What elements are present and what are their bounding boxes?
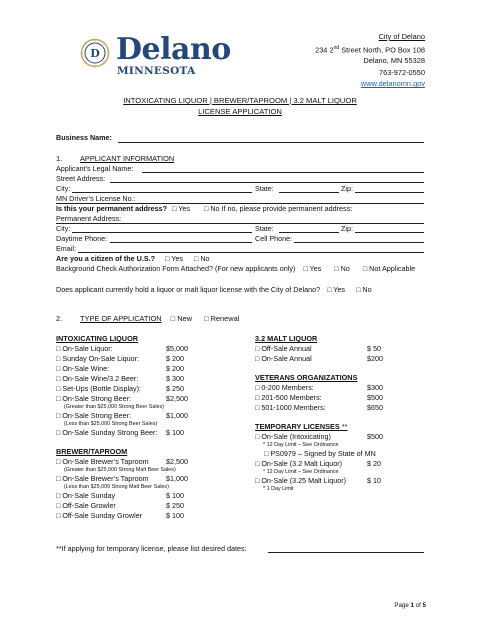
item-price: $ 100: [166, 428, 184, 437]
malt-liquor-list: [255, 344, 435, 364]
item-price: $ 300: [166, 374, 184, 383]
temporary-licenses-title: TEMPORARY LICENSES **: [255, 422, 348, 431]
temporary-item[interactable]: [255, 432, 435, 442]
brewer-taproom-title: BREWER/TAPROOM: [56, 447, 128, 456]
zip-label: Zip:: [341, 184, 353, 193]
delano-emblem-icon: [80, 38, 110, 68]
street-address-label: Street Address:: [56, 174, 106, 183]
item-price: $2,500: [166, 394, 188, 403]
brewer-taproom-list: [56, 457, 236, 521]
permanent-address-label: Permanent Address:: [56, 214, 122, 223]
checkbox[interactable]: □: [56, 384, 61, 393]
checkbox[interactable]: □: [255, 403, 260, 412]
temporary-item[interactable]: [255, 449, 435, 459]
item-label: On-Sale Brewer’s Taproom: [62, 457, 149, 466]
checkbox[interactable]: □: [56, 411, 61, 420]
perm-no-checkbox[interactable]: □: [204, 204, 209, 213]
item-note: (Less than $25,000 Strong Malt Beer Sales): [64, 484, 169, 490]
intoxicating-liquor-list: [56, 344, 236, 438]
malt-liquor-title: 3.2 MALT LIQUOR: [255, 334, 318, 343]
cl-no-checkbox[interactable]: □: [356, 285, 361, 294]
section2-heading: 2. TYPE OF APPLICATION □ New □ Renewal: [56, 314, 240, 323]
current-license-question: Does applicant currently hold a liquor or malt liquor license with the City of Delano? □ Yes □ No: [56, 285, 372, 294]
perm-yes-checkbox[interactable]: □: [172, 204, 177, 213]
item-label: On-Sale (3.2 Malt Liquor): [261, 459, 343, 468]
business-name-label: Business Name:: [56, 133, 112, 142]
veterans-item[interactable]: [255, 403, 435, 413]
background-check-question: Background Check Authorization Form Attached? (For new applicants only) □ Yes □ No □ Not Applicable: [56, 264, 416, 273]
intoxicating-liquor-title: INTOXICATING LIQUOR: [56, 334, 139, 343]
item-price: $1,000: [166, 474, 188, 483]
intox-item[interactable]: [56, 394, 236, 404]
item-label: On-Sale Sunday Strong Beer:: [62, 428, 158, 437]
temporary-dates-field[interactable]: [268, 552, 424, 553]
city-contact-block: [315, 31, 425, 90]
temporary-item[interactable]: [255, 459, 435, 469]
item-label: Off-Sale Sunday Growler: [62, 511, 143, 520]
checkbox[interactable]: □: [255, 432, 260, 441]
legal-name-field[interactable]: [142, 172, 424, 173]
item-label: On-Sale Wine:: [62, 364, 110, 373]
checkbox[interactable]: □: [56, 428, 61, 437]
license-types-right-column: [255, 334, 435, 493]
item-note: * 12 Day Limit – See Ordinance: [263, 469, 339, 475]
new-checkbox[interactable]: □: [170, 314, 176, 323]
cell-phone-field[interactable]: [294, 242, 424, 243]
item-price: $1,000: [166, 411, 188, 420]
item-price: $200: [367, 354, 383, 363]
temporary-licenses-list: [255, 432, 435, 492]
brewer-item[interactable]: [56, 511, 236, 521]
item-price: $500: [367, 432, 383, 441]
item-label: PS0979 – Signed by State of MN: [270, 449, 376, 458]
item-label: On-Sale (Intoxicating): [261, 432, 331, 441]
item-label: On-Sale Wine/3.2 Beer:: [62, 374, 139, 383]
veterans-item[interactable]: [255, 383, 435, 393]
document-title-line1: INTOXICATING LIQUOR | BREWER/TAPROOM | 3.2 MALT LIQUOR: [123, 96, 357, 105]
city2-field[interactable]: [72, 232, 252, 233]
logo-wordmark: Delano: [116, 32, 231, 67]
checkbox[interactable]: □: [56, 364, 61, 373]
item-label: On-Sale Strong Beer:: [62, 411, 132, 420]
item-price: $ 250: [166, 384, 184, 393]
checkbox[interactable]: □: [264, 449, 269, 458]
checkbox[interactable]: □: [255, 354, 260, 363]
checkbox[interactable]: □: [56, 394, 61, 403]
document-title-line2: LICENSE APPLICATION: [198, 107, 282, 116]
temporary-dates-footnote: **If applying for temporary license, please list desired dates:: [56, 544, 247, 553]
item-label: 201-500 Members:: [261, 393, 322, 402]
checkbox[interactable]: □: [56, 457, 61, 466]
item-note: * 12 Day Limit – See Ordinance: [263, 442, 339, 448]
item-price: $ 200: [166, 354, 184, 363]
phone-number: 763-972-0550: [378, 67, 425, 77]
daytime-phone-field[interactable]: [110, 242, 252, 243]
bg-yes-checkbox[interactable]: □: [303, 264, 308, 273]
item-label: On-Sale (3.25 Malt Liquor): [261, 476, 347, 485]
logo-state: MINNESOTA: [117, 65, 196, 77]
item-price: $ 100: [166, 511, 184, 520]
daytime-phone-label: Daytime Phone:: [56, 234, 108, 243]
street-address: 234 2nd Street North, PO Box 108: [315, 44, 425, 54]
checkbox[interactable]: □: [255, 393, 260, 402]
checkbox[interactable]: □: [255, 459, 260, 468]
checkbox[interactable]: □: [255, 476, 260, 485]
item-label: On-Sale Liquor:: [62, 344, 113, 353]
veterans-item[interactable]: [255, 393, 435, 403]
legal-name-label: Applicant’s Legal Name:: [56, 164, 134, 173]
cell-phone-label: Cell Phone:: [255, 234, 293, 243]
city-state-zip: Delano, MN 55328: [363, 56, 425, 66]
item-price: $500: [367, 393, 383, 402]
checkbox[interactable]: □: [56, 511, 61, 520]
citizen-question: Are you a citizen of the U.S.? □ Yes □ No: [56, 254, 210, 263]
item-price: $ 200: [166, 364, 184, 373]
citizen-no-checkbox[interactable]: □: [194, 254, 199, 263]
temporary-item[interactable]: [255, 476, 435, 486]
checkbox[interactable]: □: [56, 491, 61, 500]
item-label: Sunday On-Sale Liquor:: [62, 354, 140, 363]
business-name-field[interactable]: [118, 142, 424, 143]
city2-label: City:: [56, 224, 71, 233]
intox-item[interactable]: [56, 411, 236, 421]
license-types-left-column: [56, 334, 236, 521]
checkbox[interactable]: □: [56, 374, 61, 383]
city-logo: [80, 32, 231, 82]
item-label: 501-1000 Members:: [261, 403, 326, 412]
zip-field[interactable]: [355, 192, 424, 193]
checkbox[interactable]: □: [255, 344, 260, 353]
drivers-license-label: MN Driver’s License No.:: [56, 194, 136, 203]
city-field[interactable]: [72, 192, 252, 193]
state-label: State:: [255, 184, 274, 193]
item-note: (Greater than $25,000 Strong Malt Beer Sales): [64, 467, 176, 473]
item-note: * 1 Day Limit: [263, 486, 294, 492]
bg-na-checkbox[interactable]: □: [362, 264, 368, 273]
city-name: City of Delano: [378, 32, 425, 41]
checkbox[interactable]: □: [56, 354, 61, 363]
item-price: $650: [367, 403, 383, 412]
intox-item[interactable]: [56, 384, 236, 394]
item-label: Off-Sale Annual: [261, 344, 312, 353]
permanent-address-field[interactable]: [56, 223, 424, 224]
zip2-field[interactable]: [355, 232, 424, 233]
website-link[interactable]: www.delanomn.gov: [360, 79, 425, 89]
malt-item[interactable]: [255, 354, 435, 364]
item-price: $5,000: [166, 344, 188, 353]
item-price: $2,500: [166, 457, 188, 466]
item-price: $ 20: [367, 459, 381, 468]
city-label: City:: [56, 184, 71, 193]
intox-item[interactable]: [56, 374, 236, 384]
state2-label: State:: [255, 224, 274, 233]
email-label: Email:: [56, 244, 76, 253]
checkbox[interactable]: □: [56, 344, 61, 353]
page-number: Page 1 of 5: [394, 602, 426, 609]
checkbox[interactable]: □: [255, 383, 260, 392]
state-field[interactable]: [279, 192, 339, 193]
intox-item[interactable]: [56, 354, 236, 364]
bg-no-checkbox[interactable]: □: [334, 264, 339, 273]
intox-item[interactable]: [56, 428, 236, 438]
state2-field[interactable]: [279, 232, 339, 233]
item-label: On-Sale Strong Beer:: [62, 394, 132, 403]
permanent-address-question: Is this your permanent address? □ Yes □ No If no, please provide permanent address:: [56, 204, 353, 213]
renewal-checkbox[interactable]: □: [204, 314, 209, 323]
intox-item[interactable]: [56, 344, 236, 354]
section1-heading: 1. APPLICANT INFORMATION: [56, 154, 175, 163]
malt-item[interactable]: [255, 344, 435, 354]
item-label: On-Sale Annual: [261, 354, 312, 363]
brewer-item[interactable]: [56, 501, 236, 511]
item-price: $300: [367, 383, 383, 392]
item-label: 0-200 Members:: [261, 383, 314, 392]
cl-yes-checkbox[interactable]: □: [327, 285, 332, 294]
item-note: (Greater than $25,000 Strong Beer Sales): [64, 404, 165, 410]
checkbox[interactable]: □: [56, 501, 61, 510]
item-label: On-Sale Sunday: [62, 491, 116, 500]
brewer-item[interactable]: [56, 491, 236, 501]
citizen-yes-checkbox[interactable]: □: [165, 254, 170, 263]
item-price: $ 250: [166, 501, 184, 510]
item-note: (Less than $25,000 Strong Beer Sales): [64, 421, 158, 427]
street-address-field[interactable]: [110, 182, 424, 183]
item-price: $ 10: [367, 476, 381, 485]
veterans-title: VETERANS ORGANIZATIONS: [255, 373, 358, 382]
item-price: $ 100: [166, 491, 184, 500]
brewer-item[interactable]: [56, 474, 236, 484]
veterans-list: [255, 383, 435, 413]
item-label: Set-Ups (Bottle Display):: [62, 384, 142, 393]
intox-item[interactable]: [56, 364, 236, 374]
email-field[interactable]: [78, 252, 424, 253]
item-price: $ 50: [367, 344, 381, 353]
emblem-letter: D: [90, 47, 100, 60]
brewer-item[interactable]: [56, 457, 236, 467]
checkbox[interactable]: □: [56, 474, 61, 483]
item-label: Off-Sale Growler: [62, 501, 116, 510]
item-label: On-Sale Brewer’s Taproom: [62, 474, 149, 483]
zip2-label: Zip:: [341, 224, 353, 233]
